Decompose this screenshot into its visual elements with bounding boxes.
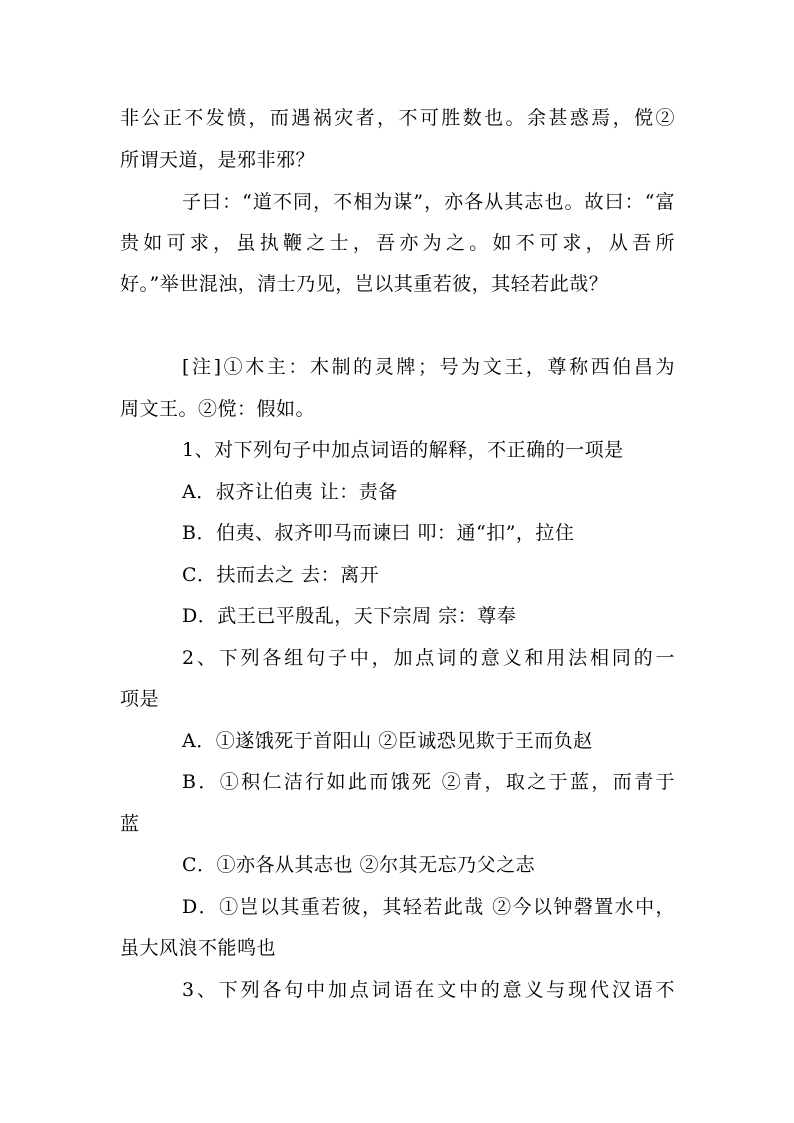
passage-line: 好。”举世混浊，清士乃见，岂以其重若彼，其轻若此哉？	[120, 273, 609, 295]
note-line: [注]①木主：木制的灵牌；号为文王，尊称西伯昌为	[182, 356, 675, 378]
question-2-stem: 项是	[120, 688, 160, 710]
question-2-option-d: D．①岂以其重若彼，其轻若此哉 ②今以钟磬置水中，	[182, 896, 675, 918]
question-1-option-c: C．扶而去之 去：离开	[182, 564, 380, 586]
question-1-option-a: A．叔齐让伯夷 让：责备	[182, 481, 398, 503]
passage-line: 非公正不发愤，而遇祸灾者，不可胜数也。余甚惑焉，傥②	[120, 107, 675, 129]
question-2-option-d: 虽大风浪不能鸣也	[120, 937, 277, 959]
question-1-option-b: B．伯夷、叔齐叩马而谏曰 叩：通“扣”，拉住	[182, 522, 575, 544]
passage-line: 子曰：“道不同，不相为谋”，亦各从其志也。故曰：“富	[182, 191, 675, 213]
question-2-option-b: 蓝	[120, 813, 140, 835]
passage-line: 贵如可求，虽执鞭之士，吾亦为之。如不可求，从吾所	[120, 232, 675, 254]
question-1-option-d: D．武王已平殷乱，天下宗周 宗：尊奉	[182, 605, 517, 627]
question-2-option-c: C．①亦各从其志也 ②尔其无忘乃父之志	[182, 854, 536, 876]
passage-line: 所谓天道，是邪非邪？	[120, 149, 316, 171]
question-2-stem: 2、下列各组句子中，加点词的意义和用法相同的一	[182, 647, 675, 669]
question-2-option-a: A．①遂饿死于首阳山 ②臣诚恐见欺于王而负赵	[182, 730, 593, 752]
note-line: 周文王。②傥：假如。	[120, 398, 316, 420]
question-3-stem: 3、下列各句中加点词语在文中的意义与现代汉语不	[182, 979, 675, 1001]
question-1-stem: 1、对下列句子中加点词语的解释，不正确的一项是	[182, 439, 624, 461]
question-2-option-b: B．①积仁洁行如此而饿死 ②青，取之于蓝，而青于	[182, 771, 675, 793]
